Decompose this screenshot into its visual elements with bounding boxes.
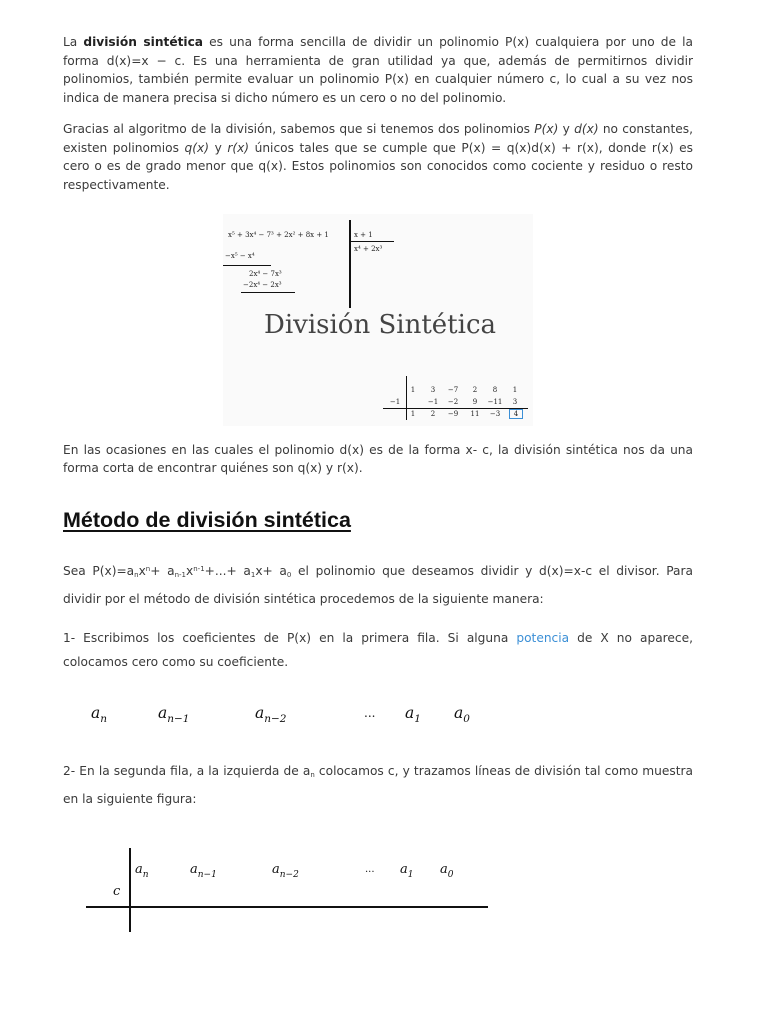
coef-base: a <box>400 862 408 877</box>
table-cell: 1 <box>512 386 518 394</box>
italic-term: P(x) <box>534 122 559 136</box>
coef-base: a <box>454 704 464 722</box>
polynomial-definition-paragraph <box>63 558 693 611</box>
coef-an-1 <box>190 862 217 880</box>
coef-an <box>135 862 149 880</box>
text: +...+ a <box>204 564 251 578</box>
diagram-horizontal-line <box>86 906 488 908</box>
remainder-cell: 4 <box>509 409 523 419</box>
text: x <box>186 564 194 578</box>
coef-an-2 <box>255 704 287 725</box>
italic-term: q(x) <box>184 140 210 155</box>
coef-base: a <box>255 704 265 722</box>
subscript: n <box>134 571 139 579</box>
table-cell: 2 <box>430 410 436 418</box>
table-cell: 1 <box>410 410 416 418</box>
step-1-paragraph <box>63 627 693 674</box>
section-heading: Método de división sintética <box>63 508 351 532</box>
step-3: −2x⁴ − 2x³ <box>243 281 282 289</box>
subscript: 0 <box>286 571 292 579</box>
coef-a0 <box>440 862 454 880</box>
superscript: n-1 <box>193 565 205 573</box>
text: únicos tales que se cumple que P(x) = q(x)d(x) + r(x), donde r(x) es cero o es de grado menor que q(x). Estos polinomios son conocidos como cociente y residuo o resto respectivamente. <box>63 140 693 192</box>
coef-ellipsis: ... <box>365 864 375 875</box>
text: 1- Escribimos los coeficientes de P(x) en la primera fila. Si alguna <box>63 631 517 645</box>
text: x <box>138 564 146 578</box>
coef-a0 <box>454 704 470 725</box>
coef-a1 <box>400 862 414 880</box>
dividend: x⁵ + 3x⁴ − 7³ + 2x² + 8x + 1 <box>228 231 329 239</box>
table-cell: 11 <box>470 410 480 418</box>
table-cell: −9 <box>447 410 459 418</box>
coef-base: a <box>158 704 168 722</box>
intro-paragraph <box>63 33 693 107</box>
bold-term: división sintética <box>83 35 204 49</box>
text: y <box>209 140 228 155</box>
coef-index: n−2 <box>264 713 287 725</box>
coef-index: 1 <box>414 713 421 725</box>
superscript: n <box>145 565 151 573</box>
coef-base: a <box>272 862 280 877</box>
step-underline <box>223 265 271 266</box>
text: Gracias al algoritmo de la división, sabemos que si tenemos dos polinomios <box>63 122 535 136</box>
algorithm-paragraph <box>63 120 693 194</box>
table-cell: 3 <box>512 398 518 406</box>
italic-term: r(x) <box>227 140 250 155</box>
coefficient-row <box>0 704 768 734</box>
quotient: x⁴ + 2x³ <box>354 245 383 253</box>
table-cell: −3 <box>489 410 501 418</box>
coef-an-1 <box>158 704 190 725</box>
coef-base: a <box>135 862 143 877</box>
coef-base: a <box>190 862 198 877</box>
text: y <box>558 122 575 136</box>
text: 2- En la segunda fila, a la izquierda de a <box>63 764 311 778</box>
table-cell: −7 <box>447 386 459 394</box>
text: colocamos c, y trazamos líneas de división tal como muestra en la siguiente figura: <box>63 764 693 806</box>
coef-index: 1 <box>407 870 414 880</box>
coef-an-2 <box>272 862 299 880</box>
table-cell: 3 <box>430 386 436 394</box>
table-cell: −11 <box>487 398 503 406</box>
coef-base: a <box>91 704 101 722</box>
text: es una forma sencilla de dividir un polinomio P(x) cualquiera por uno de la forma d(x)=x − c. Es una herramienta de gran utilidad ya que, además de permitirnos dividir polinomios, también permite evaluar un polinomio P(x) en cualquier número c, lo cual a su vez nos indica de manera precisa si dicho número es un cero o no del polinomio. <box>63 35 694 105</box>
diagram-vertical-line <box>129 848 131 932</box>
case-paragraph: En las ocasiones en las cuales el polinomio d(x) es de la forma x- c, la división sintética nos da una forma corta de encontrar quiénes son q(x) y r(x). <box>63 443 693 475</box>
step-underline <box>241 292 295 293</box>
coef-index: n−1 <box>197 870 217 880</box>
table-cell: −2 <box>447 398 459 406</box>
synthetic-division-figure <box>223 214 533 426</box>
table-cell: 9 <box>472 398 478 406</box>
subscript: n-1 <box>174 571 187 579</box>
step-1: −x⁵ − x⁴ <box>225 252 255 260</box>
coef-index: 0 <box>463 713 470 725</box>
coef-index: n <box>142 870 149 880</box>
step-2: 2x⁴ − 7x³ <box>249 270 282 278</box>
subscript: 1 <box>250 571 256 579</box>
text: x+ a <box>255 564 287 578</box>
coef-index: n−2 <box>279 870 299 880</box>
text: no constantes, existen polinomios <box>63 122 693 155</box>
table-cell: 8 <box>492 386 498 394</box>
synthetic-horizontal-line <box>383 408 528 409</box>
coef-a1 <box>405 704 421 725</box>
coef-ellipsis: ... <box>364 706 376 720</box>
coef-index: 0 <box>447 870 454 880</box>
figure-title: División Sintética <box>263 310 497 340</box>
long-division-vertical-line <box>349 220 351 308</box>
table-cell: 1 <box>410 386 416 394</box>
coef-an <box>91 704 107 725</box>
italic-term: d(x) <box>574 122 599 136</box>
potencia-link[interactable]: potencia <box>516 631 570 645</box>
divisor: x + 1 <box>354 231 373 239</box>
coef-base: a <box>440 862 448 877</box>
text: + a <box>150 564 175 578</box>
table-cell: 2 <box>472 386 478 394</box>
text: de X no aparece, colocamos cero como su coeficiente. <box>63 631 693 669</box>
coef-base: a <box>405 704 415 722</box>
coef-index: n−1 <box>167 713 190 725</box>
coef-index: n <box>100 713 108 725</box>
text: La <box>63 35 84 49</box>
step-2-paragraph <box>63 760 693 811</box>
divisor-underline <box>350 241 394 242</box>
divisor-c: c <box>113 884 121 899</box>
subscript: n <box>310 771 315 779</box>
table-cell: −1 <box>427 398 439 406</box>
text: Sea P(x)=a <box>63 564 135 578</box>
text: el polinomio que deseamos dividir y d(x)=x-c el divisor. Para dividir por el método de división sintética procedemos de la siguiente manera: <box>63 564 693 606</box>
synthetic-divisor: −1 <box>389 398 401 406</box>
